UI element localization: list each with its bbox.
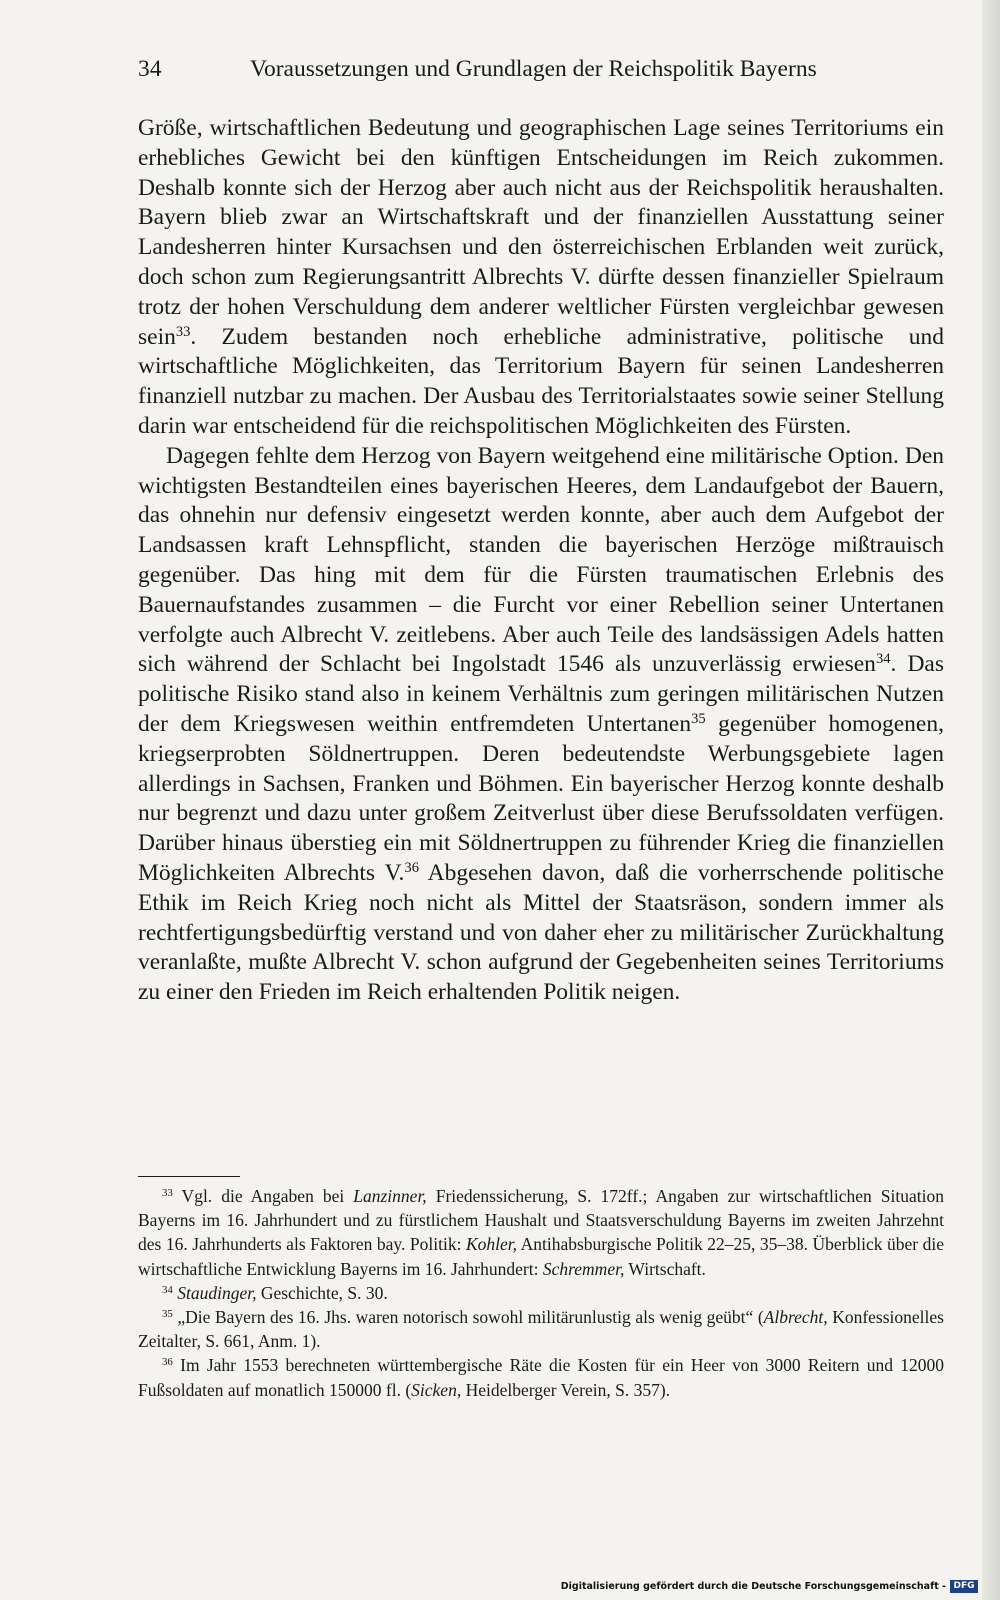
author-name: Albrecht, [763,1307,828,1328]
footnote-number: 34 [162,1283,173,1296]
author-name: Kohler, [465,1234,518,1255]
footnote-35 [138,1305,944,1353]
text-run: gegenüber homogenen, kriegserprobten Söldnertruppen. Deren bedeutendste Werbungsgebiete lagen allerdings in Sachsen, Franken und Böhmen. Ein bayerischer Herzog konnte deshalb nur begrenzt und dazu unter großem Zeitverlust über diese Berufssoldaten verfügen. Darüber hinaus überstieg ein mit Söldnertruppen zu führender Krieg die finanziellen Möglichkeiten Albrechts V. [138,710,944,886]
footnote-text: Im Jahr 1553 berechneten württembergische Räte die Kosten für ein Heer von 3000 Reitern und 12000 Fußsoldaten auf monatlich 150000 fl. ( [138,1355,944,1400]
page-edge [982,0,1000,1600]
author-name: Sicken, [411,1379,462,1400]
text-run: Abgesehen davon, daß die vorherrschende politische Ethik im Reich Krieg noch nicht als Mittel der Staatsräson, sondern immer als rechtfertigungsbedürftig verstand und von daher eher zu militärischer Zurückhaltung veranlaßte, mußte Albrecht V. schon aufgrund der Gegebenheiten seines Territoriums zu einer den Frieden im Reich erhaltenden Politik neigen. [138,859,944,1006]
footnote-text: „Die Bayern des 16. Jhs. waren notorisch sowohl militärunlustig als wenig geübt“ ( [172,1307,764,1328]
footnote-text: Wirtschaft. [624,1258,706,1279]
running-title: Voraussetzungen und Grundlagen der Reichspolitik Bayerns [250,56,817,82]
paragraph [138,442,944,1008]
footnote-ref: 36 [404,859,419,876]
text-run: Dagegen fehlte dem Herzog von Bayern weitgehend eine militärische Option. Den wichtigsten Bestandteilen eines bayerischen Heeres, dem Landaufgebot der Bauern, das ohnehin nur defensiv eingesetzt werden konnte, aber auch dem Aufgebot der Landsassen kraft Lehnspflicht, standen die bayerischen Herzöge mißtrauisch gegenüber. Das hing mit dem für die Fürsten traumatischen Erlebnis des Bauernaufstandes zusammen – die Furcht vor einer Rebellion seiner Untertanen verfolgte auch Albrecht V. zeitlebens. Aber auch Teile des landsässigen Adels hatten sich während der Schlacht bei Ingolstadt 1546 als unzuverlässig erwiesen [138,442,944,678]
footnote-ref: 35 [691,710,706,727]
footnote-number: 36 [162,1356,173,1369]
footnote-33 [138,1184,944,1281]
body-text [138,114,944,1008]
footnote-ref: 34 [875,651,891,668]
footnote-text: Friedenssicherung, S. 172ff.; Angaben zur wirtschaftlichen Situation Bayerns im 16. Jahrhundert und zu fürstlichem Haushalt und Staatsverschuldung Bayerns im zweiten Jahrzehnt des 16. Jahrhunderts als Faktoren bay. Politik: [138,1186,944,1255]
text-run: . Das politische Risiko stand also in keinem Verhältnis zum geringen militärischen Nutzen der dem Kriegswesen weithin entfremdeten Untertanen [138,651,945,737]
footnote-text: Geschichte, S. 30. [256,1282,388,1303]
footnote-36 [138,1353,944,1401]
footnote-text: Heidelberger Verein, S. 357). [461,1379,671,1400]
author-name: Staudinger, [177,1282,257,1303]
paragraph [138,114,944,442]
footnote-text: Vgl. die Angaben bei [172,1186,354,1206]
dfg-logo: DFG [950,1580,978,1593]
text-run: . Zudem bestanden noch erhebliche administrative, politische und wirtschaftliche Möglichkeiten, das Territorium Bayern für seinen Landesherren finanziell nutzbar zu machen. Der Ausbau des Territorialstaates sowie seiner Stellung darin war entscheidend für die reichspolitischen Möglichkeiten des Fürsten. [138,323,944,439]
footnote-text: Antihabsburgische Politik 22–25, 35–38. Überblick über die wirtschaftliche Entwicklung Bayerns im 16. Jahrhundert: [138,1234,944,1279]
author-name: Lanzinner, [353,1186,427,1206]
digitization-credit: Digitalisierung gefördert durch die Deutsche Forschungsgemeinschaft - [560,1581,946,1592]
footnote-number: 33 [162,1187,173,1200]
author-name: Schremmer, [542,1258,625,1279]
page-number: 34 [138,56,162,82]
footnote-34 [138,1281,944,1305]
text-run: Größe, wirtschaftlichen Bedeutung und geographischen Lage seines Territoriums ein erhebliches Gewicht bei den künftigen Entscheidungen im Reich zukommen. Deshalb konnte sich der Herzog aber auch nicht aus der Reichspolitik heraushalten. Bayern blieb zwar an Wirtschaftskraft und der finanziellen Ausstattung seiner Landesherren hinter Kursachsen und den österreichischen Erblanden weit zurück, doch schon zum Regierungsantritt Albrechts V. dürfte dessen finanzieller Spielraum trotz der hohen Verschuldung dem anderer weltlicher Fürsten vergleichbar gewesen sein [138,115,944,350]
footnote-text: Konfessionelles Zeitalter, S. 661, Anm. 1). [138,1307,944,1352]
footnote-separator [138,1176,240,1177]
footnotes [138,1184,944,1402]
footnote-number: 35 [162,1308,173,1321]
footnote-ref: 33 [175,323,191,340]
